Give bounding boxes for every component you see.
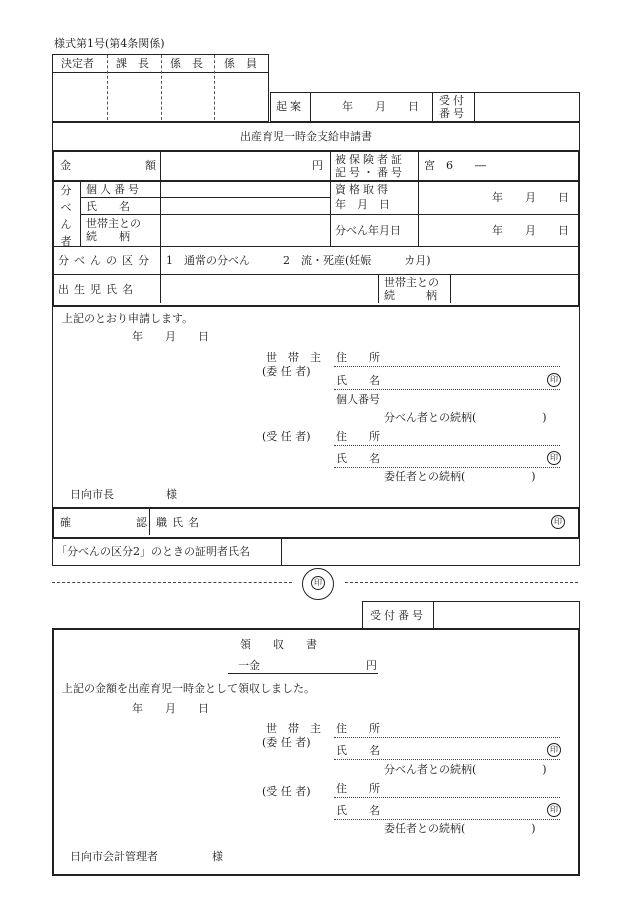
- addressee-honorific: 様: [166, 488, 177, 501]
- tally-seal-mark: 印: [311, 576, 325, 590]
- certifier-label: 「分べんの区分2」のときの証明者氏名: [56, 545, 250, 558]
- receipt-seal-mark: 印: [547, 743, 561, 757]
- row-line: [80, 197, 330, 198]
- cut-line: [345, 582, 578, 583]
- receipt-address-label: 住 所: [336, 722, 380, 735]
- proxy-seal-mark: 印: [547, 451, 561, 465]
- mother-id-label: 個人番号: [86, 183, 142, 196]
- approval-divider: [214, 55, 215, 120]
- confirm-seal-mark: 印: [551, 515, 565, 529]
- receipt-no-label: 番号: [439, 107, 467, 120]
- amount-label-1: 金: [60, 159, 71, 172]
- approval-divider: [107, 55, 108, 120]
- row-line: [52, 274, 578, 275]
- child-relation-label: 続 柄: [384, 289, 440, 302]
- householder-label: 世 帯 主: [266, 351, 321, 364]
- proxy-name-line[interactable]: [334, 467, 560, 468]
- applicant-seal-mark: 印: [547, 373, 561, 387]
- applicant-address-line[interactable]: [334, 366, 560, 367]
- child-name-field[interactable]: [162, 277, 376, 301]
- receipt-addressee-honorific: 様: [212, 850, 223, 863]
- mother-relation-label: 世帯主との: [86, 217, 141, 230]
- cell-divider: [310, 92, 311, 121]
- receipt-amount-unit: 円: [366, 659, 377, 672]
- receipt-proxy-seal-mark: 印: [547, 803, 561, 817]
- qualification-date[interactable]: 年 月 日: [492, 191, 569, 204]
- cell-divider: [432, 92, 433, 121]
- proxy-label: (受 任 者): [262, 430, 311, 443]
- receipt-address-line[interactable]: [334, 737, 560, 738]
- amount-label-2: 額: [145, 159, 156, 172]
- proxy-name-label: 氏 名: [336, 452, 380, 465]
- applicant-name-line[interactable]: [334, 389, 560, 390]
- column-line: [330, 150, 331, 246]
- row-line: [330, 214, 578, 215]
- receipt-frame: [52, 628, 580, 876]
- mother-name-field[interactable]: [162, 199, 328, 213]
- receipt-proxy-name-line[interactable]: [334, 819, 560, 820]
- receipt-proxy-name-label: 氏 名: [336, 804, 380, 817]
- qualification-label: 年 月 日: [335, 198, 390, 211]
- column-line: [418, 150, 419, 246]
- column-line: [450, 274, 451, 303]
- receipt-name-line[interactable]: [334, 759, 560, 760]
- mother-relation-field[interactable]: [162, 216, 328, 244]
- insured-card-label: 被保険者証: [335, 153, 405, 166]
- delegator-label: (委 任 者): [262, 365, 311, 378]
- receipt-statement: 上記の金額を出産育児一時金として領収しました。: [62, 682, 315, 695]
- cut-line: [52, 582, 292, 583]
- receipt-name-label: 氏 名: [336, 744, 380, 757]
- applicant-address-label: 住 所: [336, 351, 380, 364]
- child-relation-label: 世帯主との: [384, 276, 439, 289]
- qualification-label: 資格取得: [335, 183, 391, 196]
- confirm-label-1: 確: [60, 516, 71, 529]
- proxy-address-line[interactable]: [334, 445, 560, 446]
- birth-date[interactable]: 年 月 日: [492, 224, 569, 237]
- mother-id-field[interactable]: [162, 182, 328, 196]
- delivery-category-options[interactable]: 1 通常の分べん 2 流・死産(妊娠 カ月): [166, 254, 431, 267]
- insured-card-label: 記号・番号: [335, 166, 405, 179]
- draft-label: 起案: [276, 100, 304, 113]
- receipt-relation-to-delegator[interactable]: 委任者との続柄( ): [384, 822, 536, 835]
- column-line: [80, 180, 81, 246]
- certifier-name-field[interactable]: [284, 540, 574, 562]
- addressee-mayor: 日向市長: [70, 488, 114, 501]
- birth-date-label: 分べん年月日: [335, 224, 401, 237]
- receipt-title: 領 収 書: [240, 638, 317, 651]
- receipt-amount-line[interactable]: [228, 673, 378, 674]
- approval-grid-header-line: [52, 72, 268, 73]
- column-line: [433, 601, 434, 628]
- mother-group-label: 分 べ ん 者: [60, 184, 72, 248]
- receipt-amount-prefix: 一金: [238, 659, 260, 672]
- column-line: [149, 508, 150, 535]
- delivery-category-label: 分べんの区分: [58, 254, 154, 267]
- receipt-number-field[interactable]: [436, 604, 574, 624]
- column-line: [378, 274, 379, 303]
- receipt-delegator-label: (委 任 者): [262, 736, 311, 749]
- amount-unit: 円: [312, 159, 323, 172]
- child-relation-field[interactable]: [452, 277, 574, 301]
- insured-card-value[interactable]: 宮 6 ―: [424, 159, 486, 172]
- draft-row-frame: [270, 92, 580, 122]
- receipt-householder-label: 世 帯 主: [266, 722, 321, 735]
- receipt-proxy-label: (受 任 者): [262, 785, 311, 798]
- receipt-number-label: 受付番号: [370, 609, 426, 622]
- relation-to-mother[interactable]: 分べん者との続柄( ): [384, 411, 547, 424]
- child-name-label: 出生児氏名: [58, 283, 138, 296]
- confirmation-row-frame: [52, 507, 580, 539]
- amount-field[interactable]: [168, 155, 303, 175]
- approval-header-section-chief: 課 長: [116, 57, 149, 70]
- receipt-proxy-address-line[interactable]: [334, 797, 560, 798]
- receipt-relation-to-mother[interactable]: 分べん者との続柄( ): [384, 763, 547, 776]
- proxy-address-label: 住 所: [336, 430, 380, 443]
- receipt-date[interactable]: 年 月 日: [132, 702, 209, 715]
- relation-to-delegator[interactable]: 委任者との続柄( ): [384, 470, 536, 483]
- application-statement: 上記のとおり申請します。: [62, 312, 194, 325]
- approval-header-decider: 決定者: [61, 57, 94, 70]
- confirm-label-2: 認: [136, 516, 147, 529]
- cell-divider: [474, 92, 475, 121]
- draft-date: 年 月 日: [342, 100, 419, 113]
- column-line: [160, 150, 161, 303]
- application-title: 出産育児一時金支給申請書: [240, 130, 372, 143]
- row-line: [80, 214, 330, 215]
- mother-name-label: 氏 名: [86, 200, 130, 213]
- receipt-no-label: 受付: [439, 94, 467, 107]
- approval-header-unit-chief: 係 長: [170, 57, 203, 70]
- approval-divider: [161, 55, 162, 120]
- form-number-label: 様式第1号(第4条関係): [54, 37, 165, 50]
- approval-header-staff: 係 員: [224, 57, 257, 70]
- staff-name-label: 職氏名: [156, 516, 204, 529]
- row-line: [52, 246, 578, 247]
- applicant-id-label: 個人番号: [336, 393, 380, 406]
- receipt-proxy-address-label: 住 所: [336, 782, 380, 795]
- mother-relation-label: 続 柄: [86, 230, 130, 243]
- application-date[interactable]: 年 月 日: [132, 330, 209, 343]
- receipt-addressee: 日向市会計管理者: [70, 850, 158, 863]
- applicant-name-label: 氏 名: [336, 374, 380, 387]
- column-line: [281, 537, 282, 565]
